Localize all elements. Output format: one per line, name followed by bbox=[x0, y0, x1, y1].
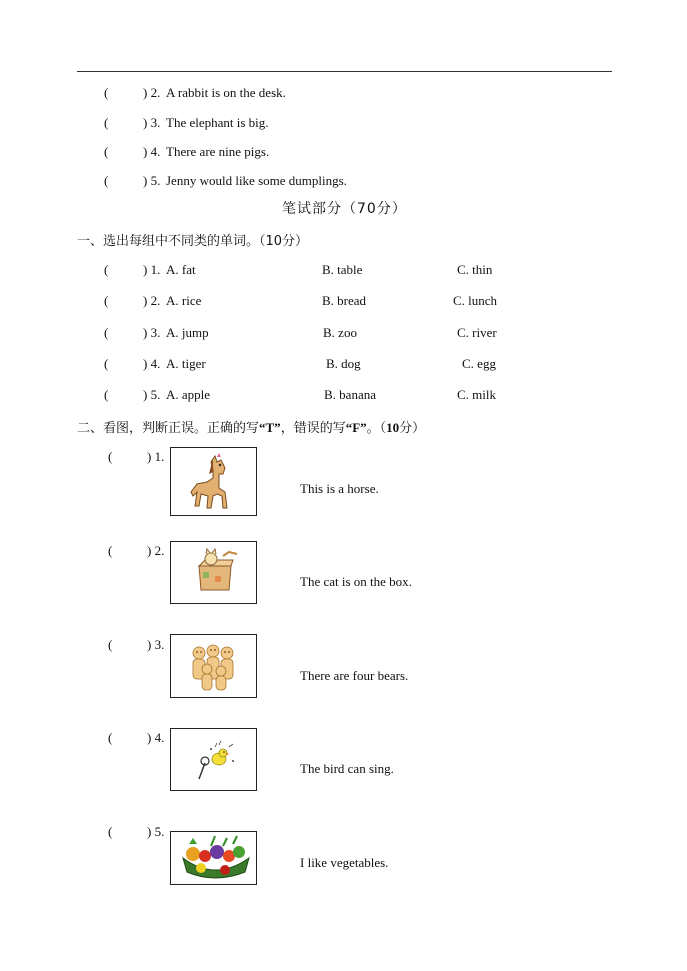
item-number: ) 3. bbox=[143, 115, 161, 130]
option-b: B. zoo bbox=[323, 325, 357, 340]
picture-frame bbox=[170, 831, 257, 885]
answer-paren[interactable]: ( bbox=[104, 262, 109, 277]
answer-paren[interactable]: ( bbox=[104, 115, 109, 130]
item-text: I like vegetables. bbox=[300, 855, 389, 870]
answer-paren[interactable]: ( bbox=[108, 824, 113, 839]
item-text: The bird can sing. bbox=[300, 761, 394, 776]
item-text: This is a horse. bbox=[300, 481, 379, 496]
answer-paren[interactable]: ( bbox=[104, 325, 109, 340]
item-number: ) 5. bbox=[143, 173, 161, 188]
item-number: ) 2. bbox=[143, 293, 161, 308]
part2-heading-mid: ，错误的写 bbox=[280, 421, 346, 436]
answer-paren[interactable]: ( bbox=[108, 730, 113, 745]
item-text: There are nine pigs. bbox=[166, 144, 270, 159]
header-rule bbox=[77, 71, 612, 72]
item-number: ) 1. bbox=[143, 262, 161, 277]
answer-paren[interactable]: ( bbox=[104, 293, 109, 308]
item-number: ) 4. bbox=[143, 356, 161, 371]
item-number: ) 3. bbox=[147, 637, 165, 652]
option-c: C. river bbox=[457, 325, 497, 340]
option-a: A. jump bbox=[166, 325, 209, 340]
option-b: B. dog bbox=[326, 356, 361, 371]
item-text: There are four bears. bbox=[300, 668, 409, 683]
item-number: ) 2. bbox=[143, 85, 161, 100]
item-text: A rabbit is on the desk. bbox=[166, 85, 286, 100]
item-number: ) 3. bbox=[143, 325, 161, 340]
item-number: ) 4. bbox=[147, 730, 165, 745]
item-text: Jenny would like some dumplings. bbox=[166, 173, 347, 188]
part2-heading-f: “F” bbox=[345, 420, 367, 435]
cat-in-box-icon bbox=[171, 542, 257, 604]
picture-frame bbox=[170, 541, 257, 604]
vegetables-icon bbox=[171, 832, 257, 885]
answer-paren[interactable]: ( bbox=[104, 387, 109, 402]
option-b: B. table bbox=[322, 262, 363, 277]
item-number: ) 1. bbox=[147, 449, 165, 464]
picture-frame bbox=[170, 728, 257, 791]
item-number: ) 5. bbox=[147, 824, 165, 839]
answer-paren[interactable]: ( bbox=[104, 173, 109, 188]
bears-icon bbox=[171, 635, 257, 698]
picture-frame bbox=[170, 634, 257, 698]
section-title: 笔试部分（70分） bbox=[282, 201, 407, 217]
option-a: A. tiger bbox=[166, 356, 206, 371]
option-c: C. milk bbox=[457, 387, 497, 402]
answer-paren[interactable]: ( bbox=[108, 449, 113, 464]
part2-heading-t: “T” bbox=[259, 420, 281, 435]
answer-paren[interactable]: ( bbox=[104, 85, 109, 100]
item-number: ) 4. bbox=[143, 144, 161, 159]
option-a: A. apple bbox=[166, 387, 211, 402]
option-c: C. egg bbox=[462, 356, 496, 371]
answer-paren[interactable]: ( bbox=[104, 356, 109, 371]
part2-heading-end: 分） bbox=[399, 421, 426, 436]
horse-icon bbox=[171, 448, 257, 516]
option-a: A. rice bbox=[166, 293, 202, 308]
answer-paren[interactable]: ( bbox=[108, 543, 113, 558]
part2-heading-pre: 二、看图，判断正误。正确的写 bbox=[77, 421, 260, 436]
bird-icon bbox=[171, 729, 257, 791]
option-b: B. banana bbox=[324, 387, 376, 402]
option-a: A. fat bbox=[166, 262, 196, 277]
part2-heading-score: 10 bbox=[386, 420, 400, 435]
item-text: The cat is on the box. bbox=[300, 574, 412, 589]
answer-paren[interactable]: ( bbox=[108, 637, 113, 652]
option-c: C. thin bbox=[457, 262, 493, 277]
item-text: The elephant is big. bbox=[166, 115, 269, 130]
option-c: C. lunch bbox=[453, 293, 498, 308]
picture-frame bbox=[170, 447, 257, 516]
part2-heading-post: 。（ bbox=[366, 421, 387, 436]
option-b: B. bread bbox=[322, 293, 367, 308]
item-number: ) 5. bbox=[143, 387, 161, 402]
item-number: ) 2. bbox=[147, 543, 165, 558]
answer-paren[interactable]: ( bbox=[104, 144, 109, 159]
part1-heading: 一、选出每组中不同类的单词。（10分） bbox=[77, 234, 309, 249]
part2-heading bbox=[77, 417, 425, 436]
